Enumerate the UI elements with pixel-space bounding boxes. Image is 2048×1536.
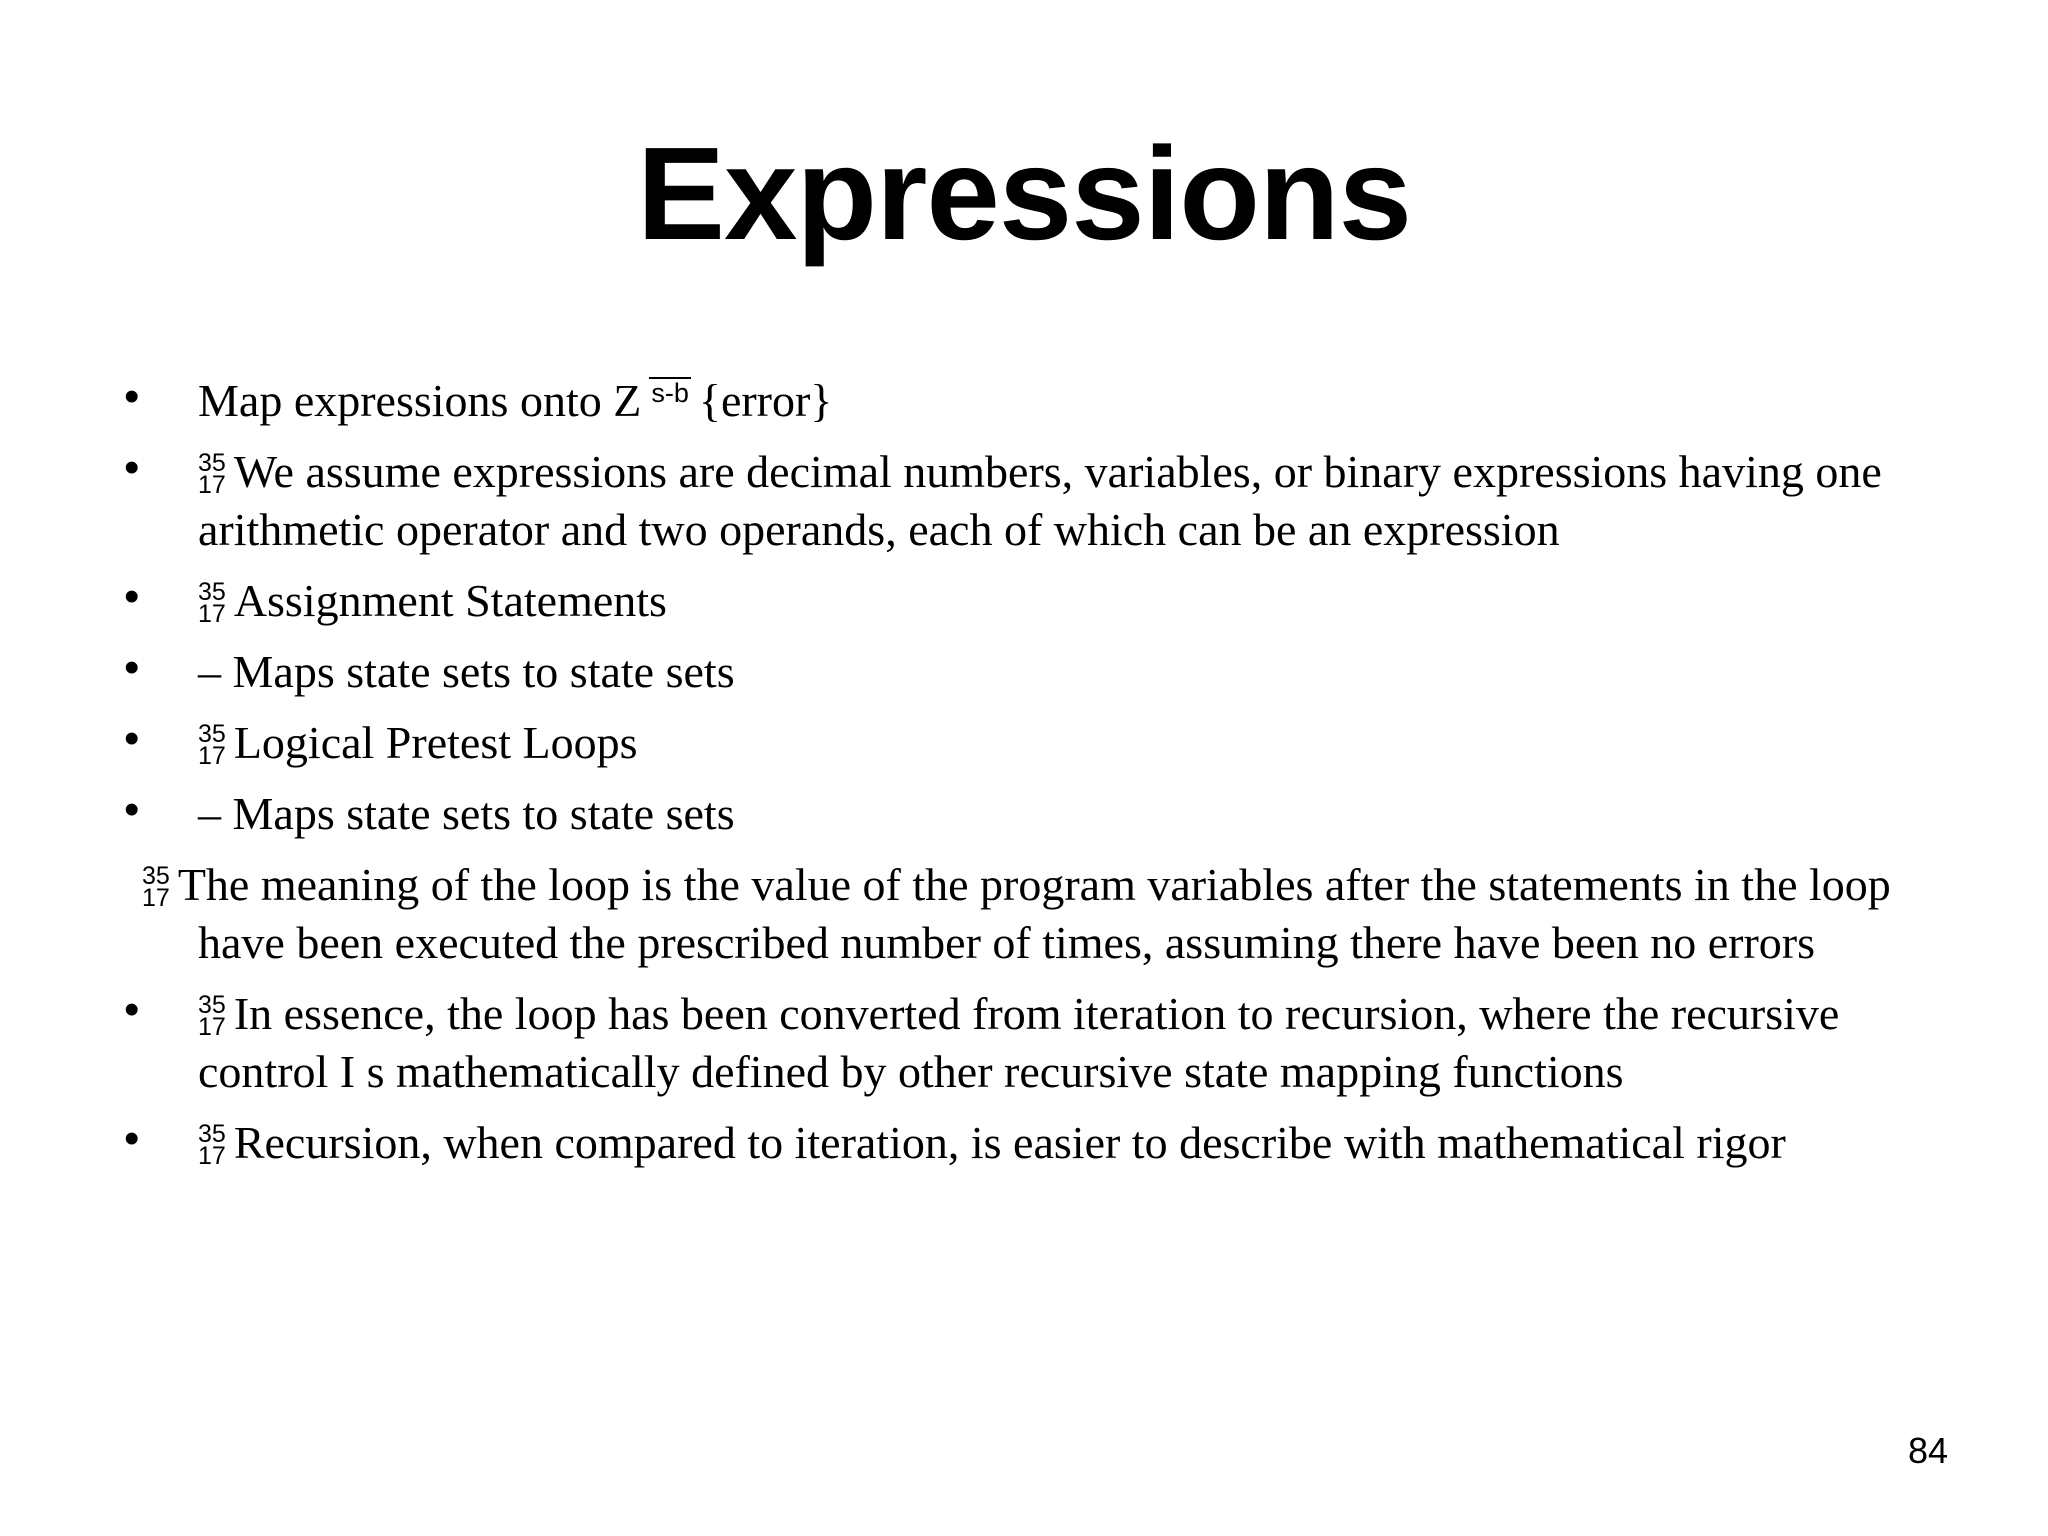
- bullet-icon: •: [124, 572, 140, 621]
- item-text: We assume expressions are decimal numbers, variables, or binary expressions having one arithmetic operator and two operands, each of which can be an expression: [198, 446, 1882, 555]
- slide-title: Expressions: [636, 120, 1412, 267]
- fraction-glyph: 35 17: [198, 578, 226, 628]
- overline-subscript: s-b: [651, 378, 689, 408]
- list-item: [0, 643, 1990, 701]
- bullet-icon: •: [124, 714, 140, 763]
- item-text: In essence, the loop has been converted from iteration to recursion, where the recursive control I s mathematically defined by other recursive state mapping functions: [198, 988, 1840, 1097]
- fraction-glyph: 35 17: [198, 1120, 226, 1170]
- item-text: {error}: [698, 375, 833, 426]
- list-item: [0, 1114, 1990, 1172]
- list-item: [0, 985, 1990, 1101]
- item-text: Map expressions onto Z: [198, 375, 642, 426]
- item-text: – Maps state sets to state sets: [198, 788, 735, 839]
- item-text: Assignment Statements: [233, 575, 667, 626]
- bullet-list: [0, 372, 2048, 1185]
- bullet-icon: •: [124, 372, 140, 421]
- list-item: [0, 572, 1990, 630]
- bullet-icon: •: [124, 985, 140, 1034]
- list-item: [0, 714, 1990, 772]
- list-item: [0, 443, 1990, 559]
- list-item: [0, 372, 1990, 430]
- item-text: – Maps state sets to state sets: [198, 646, 735, 697]
- list-item: [0, 856, 1990, 972]
- page-number: 84: [1907, 1430, 1948, 1471]
- fraction-glyph: 35 17: [198, 720, 226, 770]
- bullet-icon: •: [124, 1114, 140, 1163]
- item-text: The meaning of the loop is the value of the program variables after the statements in the loop have been executed the prescribed number of times, assuming there have been no errors: [177, 859, 1891, 968]
- bullet-icon: •: [124, 443, 140, 492]
- fraction-glyph: 35 17: [198, 991, 226, 1041]
- fraction-glyph: 35 17: [142, 862, 170, 912]
- bullet-icon: •: [124, 785, 140, 834]
- fraction-glyph: 35 17: [198, 449, 226, 499]
- item-text: Recursion, when compared to iteration, is easier to describe with mathematical rigor: [233, 1117, 1786, 1168]
- bullet-icon: •: [124, 643, 140, 692]
- item-text: Logical Pretest Loops: [233, 717, 638, 768]
- list-item: [0, 785, 1990, 843]
